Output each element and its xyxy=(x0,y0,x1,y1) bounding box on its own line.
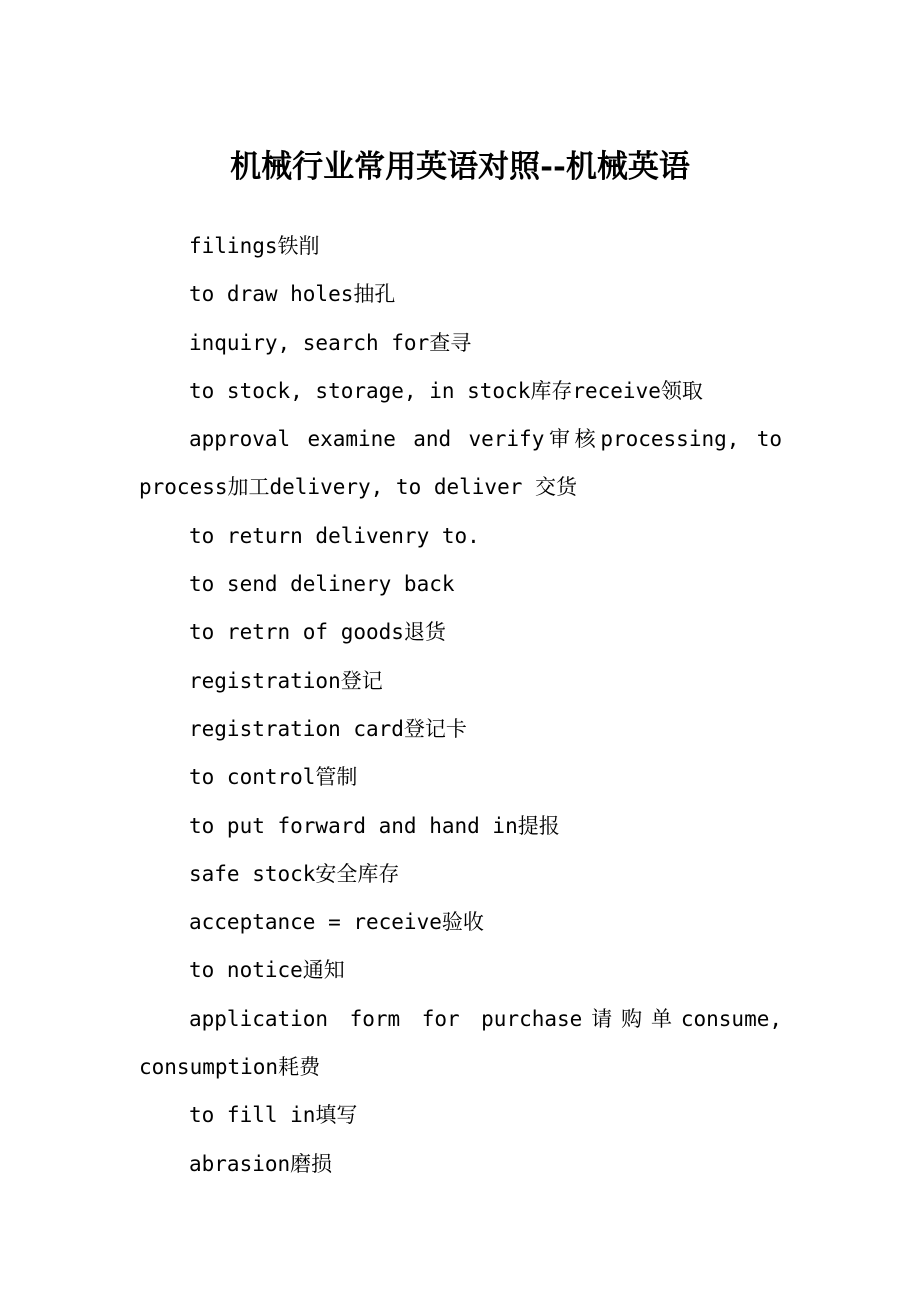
document-title: 机械行业常用英语对照--机械英语 xyxy=(230,149,690,185)
paragraph: safe stock安全库存 xyxy=(189,861,400,886)
paragraph: to retrn of goods退货 xyxy=(189,620,446,645)
paragraph: to control管制 xyxy=(189,765,358,790)
paragraph: to stock, storage, in stock库存receive领取 xyxy=(189,378,703,403)
paragraph: to send delinery back xyxy=(189,572,455,597)
paragraph: registration card登记卡 xyxy=(189,716,467,741)
paragraph: application form for purchase请购单consume, consumption耗费 xyxy=(139,1006,782,1080)
paragraph: to fill in填写 xyxy=(189,1103,358,1128)
paragraph: to put forward and hand in提报 xyxy=(189,813,560,838)
paragraph: approval examine and verify审核processing, to process加工delivery, to deliver 交货 xyxy=(139,427,782,500)
paragraph: registration登记 xyxy=(189,668,383,693)
paragraph: to notice通知 xyxy=(189,958,345,983)
paragraph: to return delivenry to. xyxy=(189,523,480,548)
paragraph: to draw holes抽孔 xyxy=(189,282,396,307)
paragraph: acceptance = receive验收 xyxy=(189,910,484,935)
paragraph: abrasion磨损 xyxy=(189,1151,333,1176)
document-body xyxy=(139,222,782,1188)
paragraph: filings铁削 xyxy=(189,234,320,258)
paragraph: inquiry, search for查寻 xyxy=(189,330,472,355)
